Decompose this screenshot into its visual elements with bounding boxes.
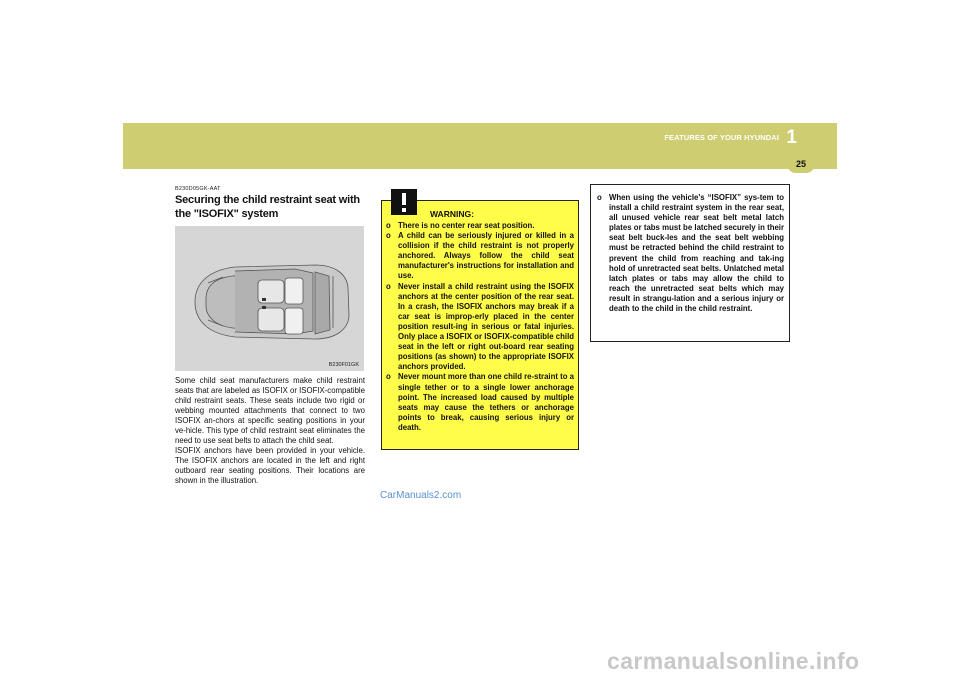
isofix-anchor-right [262, 306, 266, 309]
illustration-code: B230F01GK [328, 362, 359, 368]
exclamation-icon [391, 189, 417, 215]
warning-item-text: Never install a child restraint using the ISOFIX anchors at the center position of the rear seat. In a crash, the ISOFIX anchors may break if a car seat is improp-erly placed in the center position result-ing in serious or fatal injuries. Only place a ISOFIX or ISOFIX-compatible child seat in the left or right out-board rear seating positions (as shown) to the appropriate ISOFIX anchors provided. [398, 281, 574, 372]
bullet: o [386, 221, 391, 230]
bullet: o [386, 281, 391, 291]
paragraph: ISOFIX anchors have been provided in your vehicle. The ISOFIX anchors are located in the left and right outboard rear seating positions. Their locations are shown in the illustration. [175, 446, 365, 485]
note-list [597, 193, 784, 314]
section-heading: Securing the child restraint seat with the "ISOFIX" system [175, 194, 360, 220]
warning-title: WARNING: [430, 209, 474, 219]
list-item [386, 231, 574, 281]
list-item [597, 193, 784, 314]
note-item-text: When using the vehicle's “ISOFIX” sys-tem to install a child restraint system in the rear seat, all unused vehicle rear seat belt metal latch plates or tabs must be latched securely in their seat belt buck-les and the seat belt webbing must be retracted behind the child restraint to prevent the child from reaching and tak-ing hold of unretracted seat belts. Unlatched metal latch plates or tabs may allow the child to reach the unretracted seat belts which may result in strangu-lation and a serious injury or death to the child in the child restraint. [609, 193, 784, 314]
warning-list [386, 221, 574, 433]
watermark-link-small[interactable]: CarManuals2.com [380, 490, 462, 501]
list-item [386, 282, 574, 373]
bullet: o [386, 231, 391, 241]
isofix-anchor-left [262, 298, 266, 301]
header-band [123, 123, 837, 169]
page-number: 25 [787, 155, 815, 173]
car-top-view-illustration [175, 226, 364, 371]
list-item [386, 221, 574, 231]
list-item [386, 372, 574, 433]
body-text [175, 376, 365, 486]
section-code: B230D05GK-AAT [175, 186, 221, 192]
chapter-title: FEATURES OF YOUR HYUNDAI [664, 133, 779, 142]
left-column [175, 186, 365, 486]
warning-item-text: Never mount more than one child re-straint to a single tether or to a single lower anchorage point. The increased load caused by multiple seats may cause the tethers or anchorage points to break, causing serious injury or death. [398, 372, 574, 432]
watermark-large: carmanualsonline.info [607, 648, 860, 674]
isofix-illustration [175, 226, 364, 371]
chapter-number: 1 [786, 127, 797, 148]
paragraph: Some child seat manufacturers make child restraint seats that are labeled as ISOFIX or ISOFIX-compatible child restraint seats. These seats include two rigid or webbing mounted attachments that connect to two ISOFIX an-chors at specific seating positions in your ve-hicle. This type of child restraint seat eliminates the need to use seat belts to attach the child seat. [175, 376, 365, 445]
bullet: o [597, 193, 602, 202]
warning-item-text: A child can be seriously injured or killed in a collision if the child restraint is not properly anchored. Always follow the child seat manufacturer's instructions for installation and use. [398, 231, 574, 281]
warning-item-text: There is no center rear seat position. [398, 221, 535, 230]
bullet: o [386, 372, 391, 382]
